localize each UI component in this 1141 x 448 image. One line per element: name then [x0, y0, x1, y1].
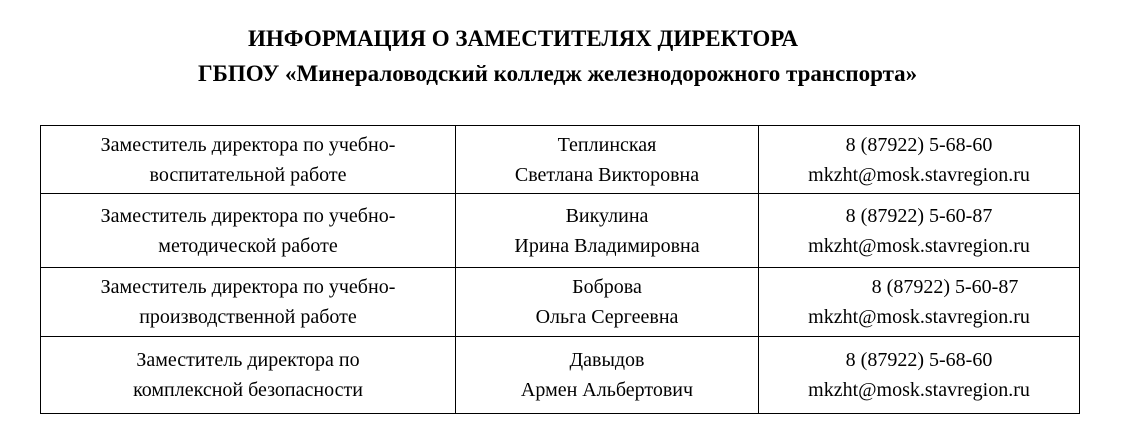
position-cell	[41, 126, 456, 194]
email-address: mkzht@mosk.stavregion.ru	[808, 163, 1030, 186]
phone-number: 8 (87922) 5-60-87	[871, 276, 1019, 298]
name-cell	[456, 268, 759, 337]
name-cell	[456, 337, 759, 414]
surname: Боброва	[572, 276, 642, 298]
position-cell	[41, 337, 456, 414]
name-cell	[456, 126, 759, 194]
position-cell	[41, 194, 456, 268]
table-row	[41, 337, 1080, 414]
position-line: комплексной безопасности	[133, 379, 363, 401]
position-line: методической работе	[158, 234, 338, 257]
email-address: mkzht@mosk.stavregion.ru	[808, 234, 1030, 257]
position-line: Заместитель директора по учебно-	[100, 204, 396, 227]
document-subtitle: ГБПОУ «Минераловодский колледж железнодорожного транспорта»	[198, 61, 918, 86]
position-line: производственной работе	[139, 306, 357, 328]
given-names: Ирина Владимировна	[514, 234, 700, 257]
email-address: mkzht@mosk.stavregion.ru	[808, 379, 1030, 401]
given-names: Армен Альбертович	[520, 379, 694, 401]
given-names: Светлана Викторовна	[514, 163, 700, 186]
contact-cell	[759, 194, 1080, 268]
deputy-directors-table	[40, 125, 1080, 414]
contact-cell	[759, 268, 1080, 337]
surname: Викулина	[565, 204, 649, 227]
document-title: ИНФОРМАЦИЯ О ЗАМЕСТИТЕЛЯХ ДИРЕКТОРА	[248, 26, 798, 51]
surname: Давыдов	[569, 349, 645, 371]
position-line: Заместитель директора по учебно-	[100, 133, 396, 156]
name-cell	[456, 194, 759, 268]
given-names: Ольга Сергеевна	[535, 306, 679, 328]
table-row	[41, 268, 1080, 337]
email-address: mkzht@mosk.stavregion.ru	[808, 306, 1030, 328]
position-line: Заместитель директора по	[136, 349, 360, 371]
position-cell	[41, 268, 456, 337]
table-row	[41, 194, 1080, 268]
contact-cell	[759, 126, 1080, 194]
phone-number: 8 (87922) 5-68-60	[845, 349, 993, 371]
contact-cell	[759, 337, 1080, 414]
phone-number: 8 (87922) 5-68-60	[845, 133, 993, 156]
surname: Теплинская	[557, 133, 657, 156]
position-line: воспитательной работе	[149, 163, 347, 186]
position-line: Заместитель директора по учебно-	[100, 276, 396, 298]
table-row	[41, 126, 1080, 194]
phone-number: 8 (87922) 5-60-87	[845, 204, 993, 227]
